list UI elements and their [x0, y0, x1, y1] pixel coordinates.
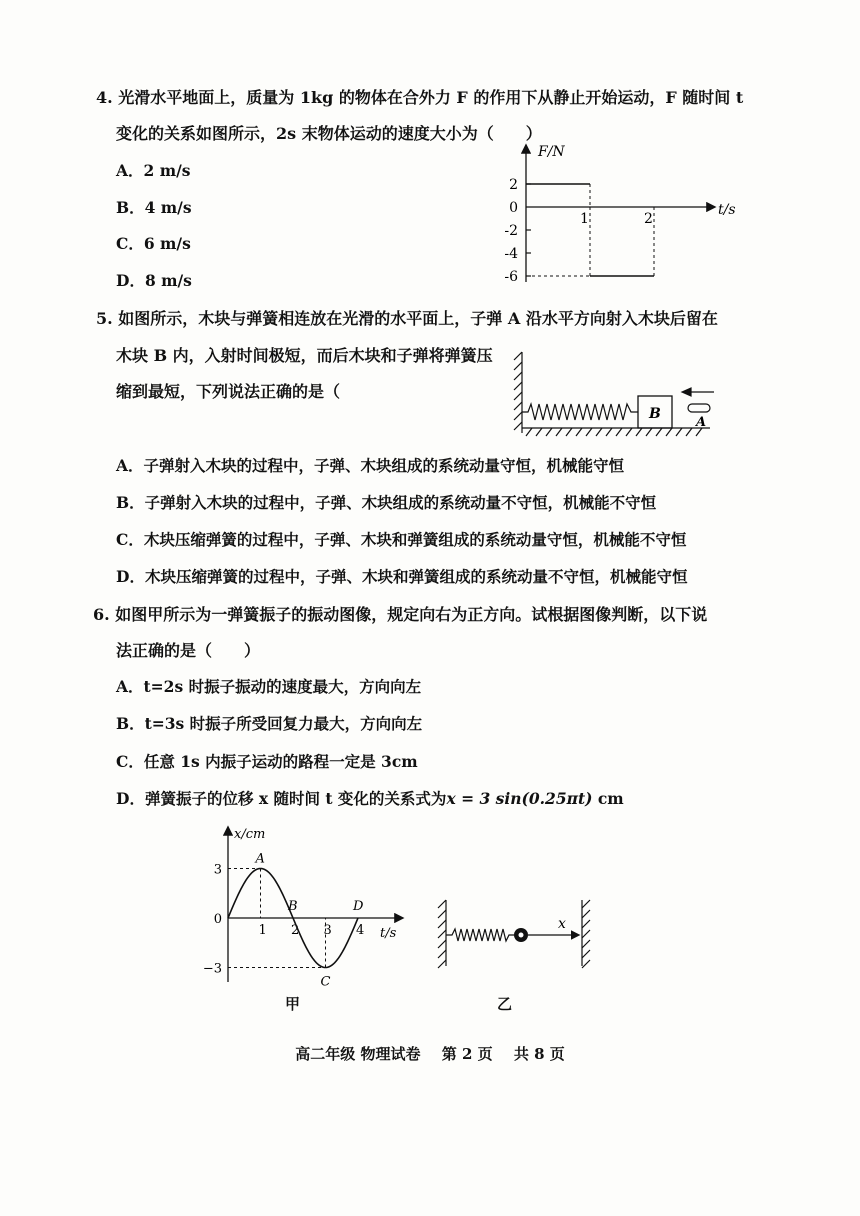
q6-option-a: A．t=2s 时振子振动的速度最大，方向向左: [116, 677, 422, 696]
q4-ytick-label: 0: [509, 200, 518, 216]
q6-xtick-label: 4: [356, 923, 365, 938]
q6-xtick-label: 2: [291, 923, 300, 938]
q6-stem-line2: 法正确的是（ ）: [116, 641, 261, 660]
q4-stem-line2: 变化的关系如图所示，2s 末物体运动的速度大小为（ ）: [116, 124, 542, 143]
q5-option-b: B．子弹射入木块的过程中，子弹、木块组成的系统动量不守恒，机械能不守恒: [116, 493, 657, 512]
q4-ylabel: F/N: [538, 144, 565, 160]
q4-option-a: A．2 m/s: [116, 161, 191, 180]
q6-xtick-label: 3: [323, 923, 332, 938]
q5-option-d: D．木块压缩弹簧的过程中，子弹、木块和弹簧组成的系统动量不守恒，机械能守恒: [116, 567, 688, 586]
q4-stem-line1: 4. 光滑水平地面上，质量为 1kg 的物体在合外力 F 的作用下从静止开始运动，F 随时间 t: [96, 88, 744, 107]
q4-ytick-label: -6: [504, 269, 518, 285]
caption-jia: 甲: [285, 995, 301, 1013]
q5-stem-line1: 5. 如图所示，木块与弹簧相连放在光滑的水平面上，子弹 A 沿水平方向射入木块后留在: [96, 309, 718, 328]
q6-ylabel: x/cm: [234, 827, 266, 842]
q4-ytick-label: -2: [504, 223, 518, 239]
q4-xtick-label: 2: [644, 211, 653, 227]
q6-option-c: C．任意 1s 内振子运动的路程一定是 3cm: [116, 752, 418, 771]
q4-force-time-chart: [490, 140, 760, 290]
block-label: B: [649, 406, 661, 422]
q4-ytick-label: 2: [509, 177, 518, 193]
q5-spring-block-figure: [510, 348, 740, 443]
q6-spring: [446, 929, 514, 941]
q6-point-label: D: [353, 899, 364, 914]
q6-xlabel: t/s: [380, 926, 397, 941]
q6-stem-line1: 6. 如图甲所示为一弹簧振子的振动图像，规定向右为正方向。试根据图像判断，以下说: [93, 605, 708, 624]
q4-ytick-label: -4: [504, 246, 518, 262]
floor: [522, 428, 710, 436]
q4-option-c: C．6 m/s: [116, 234, 191, 253]
left-wall: [438, 900, 446, 968]
q6-fig-axis-label: x: [558, 916, 566, 932]
q5-stem-line2: 木块 B 内，入射时间极短，而后木块和子弹将弹簧压: [116, 346, 493, 365]
q6-ytick-label: 3: [213, 862, 222, 878]
footer-total: 共 8 页: [513, 1045, 565, 1063]
caption-yi: 乙: [497, 995, 513, 1013]
footer-grade: 高二年级 物理试卷: [295, 1045, 421, 1063]
q6-xtick-label: 1: [258, 923, 267, 938]
q4-xlabel: t/s: [718, 202, 736, 218]
q4-option-b: B．4 m/s: [116, 198, 192, 217]
page-footer: [0, 1043, 860, 1064]
footer-page: 第 2 页: [441, 1045, 493, 1063]
q4-option-d: D．8 m/s: [116, 271, 192, 290]
q6-oscillator-figure: [432, 898, 592, 973]
q6-point-label: A: [255, 851, 265, 867]
q5-option-a: A．子弹射入木块的过程中，子弹、木块组成的系统动量守恒，机械能守恒: [116, 456, 625, 475]
q6-option-d: [116, 787, 624, 809]
q6-ytick-label: −3: [202, 961, 222, 977]
wall: [514, 352, 522, 433]
q6-option-d-text: D．弹簧振子的位移 x 随时间 t 变化的关系式为: [116, 789, 447, 808]
right-wall: [582, 900, 590, 968]
q4-xtick-label: 1: [580, 211, 589, 227]
bullet-label: A: [696, 415, 707, 430]
q6-point-label: B: [288, 899, 298, 914]
q6-option-d-unit: cm: [597, 789, 624, 808]
bullet-a: [688, 404, 710, 412]
arrow-left-icon: [682, 388, 714, 396]
q6-option-d-formula: x = 3 sin(0.25πt): [446, 789, 593, 808]
q5-option-c: C．木块压缩弹簧的过程中，子弹、木块和弹簧组成的系统动量守恒，机械能不守恒: [116, 530, 687, 549]
q6-option-b: B．t=3s 时振子所受回复力最大，方向向左: [116, 714, 423, 733]
q5-stem-line3: 缩到最短，下列说法正确的是（: [116, 382, 341, 401]
q6-point-label: C: [320, 974, 331, 990]
spring: [522, 404, 638, 420]
q6-ytick-label: 0: [213, 912, 222, 927]
q6-displacement-time-chart: [202, 822, 408, 990]
